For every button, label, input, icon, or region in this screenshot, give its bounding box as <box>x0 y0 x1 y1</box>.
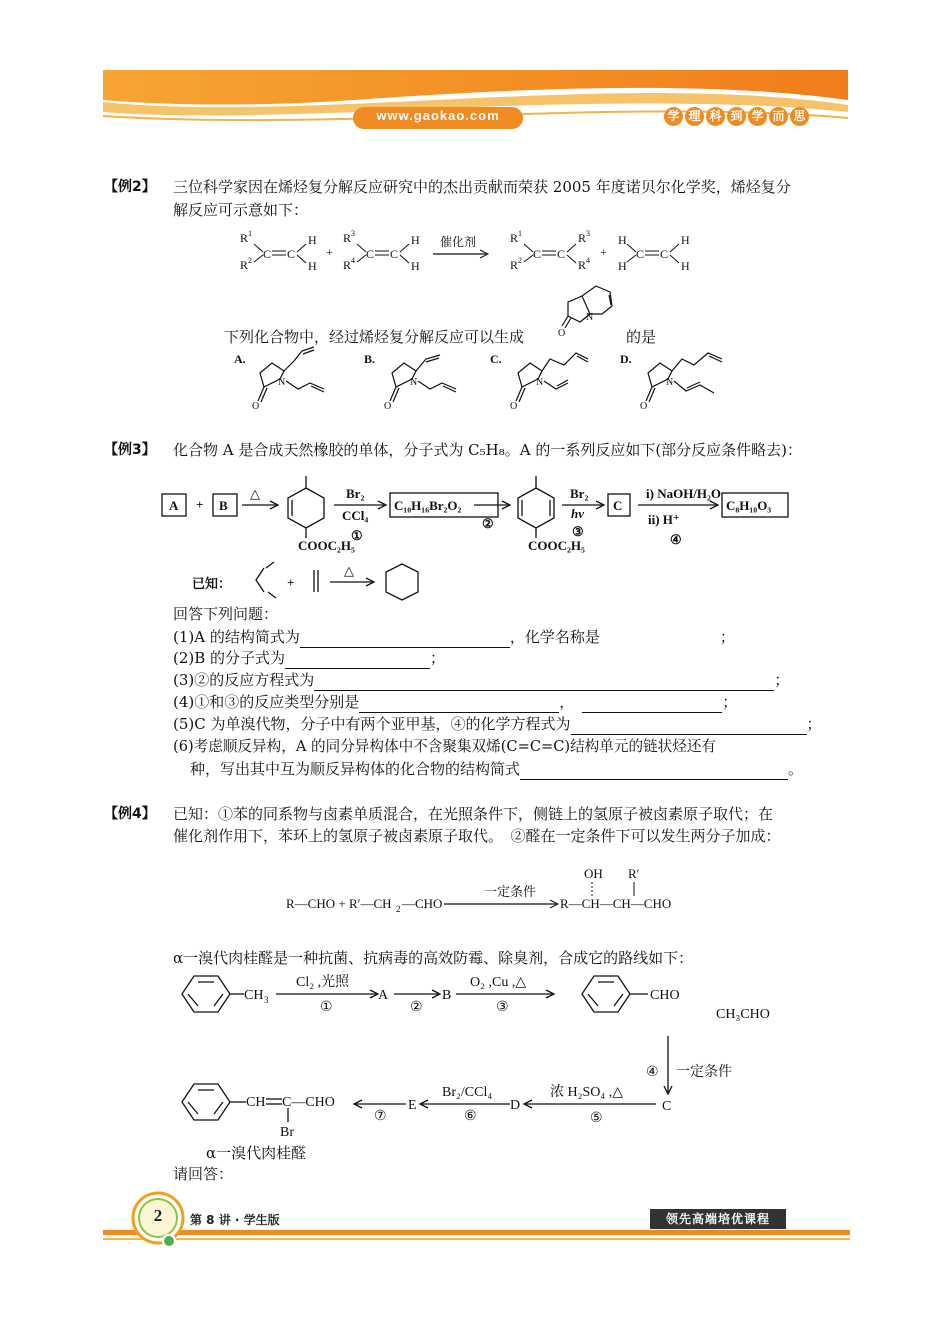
step-2: ② <box>410 1000 423 1015</box>
svg-text:R: R <box>578 258 587 272</box>
svg-text:R: R <box>510 231 519 245</box>
svg-text:H: H <box>308 233 317 247</box>
q1-prefix: (1)A 的结构简式为 <box>173 628 300 646</box>
conc-h2so4: 浓 H₂SO₄ ,△ <box>550 1085 624 1100</box>
letter-d: D <box>510 1098 521 1113</box>
slogan <box>664 107 809 126</box>
svg-text:C: C <box>263 247 272 261</box>
svg-text:C: C <box>557 247 566 261</box>
svg-text:R: R <box>343 258 352 272</box>
svg-text:C: C <box>366 247 375 261</box>
ester-group-2: COOC₂H₅ <box>528 538 585 553</box>
option-c-label: C. <box>490 352 502 366</box>
slogan-char: 学 <box>748 107 767 126</box>
aldol-condition: 一定条件 <box>484 884 537 899</box>
footer-banner: 领先高端培优课程 <box>650 1209 786 1229</box>
metathesis-scheme <box>228 224 708 282</box>
q1-mid: ，化学名称是 <box>509 628 600 646</box>
o2-cu: O₂ ,Cu ,△ <box>470 975 527 990</box>
reagent-br2: Br₂ <box>346 486 365 501</box>
svg-text:Br: Br <box>280 1125 294 1140</box>
svg-text:CH: CH <box>246 1095 266 1110</box>
svg-text:C—CHO: C—CHO <box>282 1095 335 1110</box>
q4-end: ； <box>722 693 738 711</box>
svg-text:3: 3 <box>586 229 590 238</box>
circle-4: ④ <box>670 532 682 547</box>
circle-1: ① <box>351 528 363 543</box>
svg-text:1: 1 <box>248 229 252 238</box>
svg-text:3: 3 <box>351 229 355 238</box>
svg-text:1: 1 <box>518 229 522 238</box>
option-a-label: A. <box>234 352 246 366</box>
hv-label: hν <box>571 506 584 521</box>
aldol-reaction <box>284 860 704 920</box>
q4 <box>173 692 737 713</box>
svg-text:N: N <box>278 377 286 388</box>
svg-text:H: H <box>681 233 690 247</box>
svg-text:C: C <box>660 247 669 261</box>
box-b-label: B <box>219 498 228 513</box>
q4-blank2[interactable] <box>582 697 722 713</box>
product-c10: C₁₀H₁₆Br₂O₂ <box>394 498 462 513</box>
ester-group-1: COOC₂H₅ <box>298 538 355 553</box>
ex3-reaction-scheme <box>158 472 798 606</box>
svg-text:R—CH—CH—CHO: R—CH—CH—CHO <box>560 896 672 911</box>
svg-text:R—CHO + R′—CH: R—CHO + R′—CH <box>286 896 392 911</box>
q2-prefix: (2)B 的分子式为 <box>173 649 286 667</box>
svg-text:+: + <box>287 575 295 590</box>
q2-end: ； <box>430 649 446 667</box>
svg-text:2: 2 <box>248 256 252 265</box>
svg-text:H: H <box>618 233 627 247</box>
header-banner <box>103 60 848 140</box>
svg-text:O: O <box>384 401 392 412</box>
delta-2: △ <box>344 563 354 578</box>
step-7: ⑦ <box>374 1109 387 1124</box>
svg-text:R: R <box>578 231 587 245</box>
ex3-tag: 【例3】 <box>104 442 156 458</box>
svg-text:C: C <box>533 247 542 261</box>
option-b-label: B. <box>364 352 376 366</box>
svg-text:O: O <box>640 401 648 412</box>
catalyst-label: 催化剂 <box>440 235 477 249</box>
svg-text:H: H <box>308 259 317 273</box>
box-a-label: A <box>169 498 179 513</box>
final-product: C₈H₁₀O₃ <box>726 498 772 513</box>
svg-text:N: N <box>666 377 674 388</box>
letter-e: E <box>408 1098 417 1113</box>
step4-reagent2: ii) H⁺ <box>648 512 680 527</box>
svg-text:H: H <box>618 259 627 273</box>
ex2-text-line1: 三位科学家因在烯烃复分解反应研究中的杰出贡献而荣获 2005 年度诺贝尔化学奖，烯烃复分 <box>173 178 791 196</box>
step-5: ⑤ <box>590 1111 603 1126</box>
q2-blank[interactable] <box>285 653 430 669</box>
q5 <box>173 714 822 735</box>
svg-text:+: + <box>196 497 204 512</box>
page-number: 2 <box>153 1206 163 1225</box>
q5-prefix: (5)C 为单溴代物，分子中有两个亚甲基，④的化学方程式为 <box>173 715 571 733</box>
q6-end: 。 <box>788 760 804 778</box>
svg-text:R: R <box>240 258 249 272</box>
slogan-char: 而 <box>769 107 788 126</box>
step-3: ③ <box>496 1000 509 1015</box>
q6-line1: (6)考虑顺反异构，A 的同分异构体中不含聚集双烯(C=C=C)结构单元的链状烃还有 <box>173 738 717 755</box>
svg-text:N: N <box>536 377 544 388</box>
svg-text:3: 3 <box>264 995 269 1005</box>
q1-end: ； <box>719 628 735 646</box>
svg-text:R′: R′ <box>628 866 640 881</box>
svg-text:4: 4 <box>586 256 590 265</box>
q5-end: ； <box>806 715 822 733</box>
q6-blank[interactable] <box>520 764 788 780</box>
cl2-light: Cl₂ ,光照 <box>296 975 350 990</box>
q3-end: ； <box>774 671 790 689</box>
svg-text:C: C <box>636 247 645 261</box>
ex4-tag: 【例4】 <box>104 806 156 822</box>
ch3cho: CH₃CHO <box>716 1007 770 1022</box>
known-label: 已知： <box>192 576 232 591</box>
box-c-label: C <box>613 498 623 513</box>
step-6: ⑥ <box>464 1109 477 1124</box>
ex2-tag: 【例2】 <box>104 179 156 195</box>
svg-text:H: H <box>411 233 420 247</box>
svg-text:O: O <box>558 328 566 339</box>
svg-text:R: R <box>510 258 519 272</box>
product-name: α一溴代肉桂醛 <box>206 1144 307 1162</box>
svg-text:N: N <box>410 377 418 388</box>
svg-text:C: C <box>287 247 296 261</box>
ex3-intro: 化合物 A 是合成天然橡胶的单体，分子式为 C₅H₈。A 的一系列反应如下(部分反应条件略去)： <box>173 441 803 459</box>
answer-prompt: 回答下列问题： <box>173 605 279 623</box>
q2 <box>173 648 445 669</box>
step4-reagent1: i) NaOH/H₂O <box>646 486 722 501</box>
svg-text:2: 2 <box>518 256 522 265</box>
svg-text:2: 2 <box>396 904 401 914</box>
q5-blank[interactable] <box>571 719 807 735</box>
svg-text:O: O <box>252 401 260 412</box>
letter-a: A <box>378 988 389 1003</box>
cond-4: 一定条件 <box>676 1065 732 1080</box>
svg-text:H: H <box>411 259 420 273</box>
svg-text:OH: OH <box>584 866 603 881</box>
reagent-br2-2: Br₂ <box>570 486 589 501</box>
delta-1: △ <box>250 486 260 501</box>
slogan-char: 科 <box>706 107 725 126</box>
ex2-options-structures <box>228 343 738 417</box>
lecture-label: 第 8 讲 · 学生版 <box>190 1213 280 1227</box>
please-answer: 请回答： <box>173 1165 234 1183</box>
q3-prefix: (3)②的反应方程式为 <box>173 671 315 689</box>
svg-text:N: N <box>586 312 594 323</box>
option-d-label: D. <box>620 352 632 366</box>
svg-text:C: C <box>390 247 399 261</box>
q6-line2 <box>190 759 803 780</box>
slogan-char: 思 <box>790 107 809 126</box>
q6-line2-prefix: 种，写出其中互为顺反异构体的化合物的结构简式 <box>190 760 521 778</box>
synthesis-route <box>170 966 780 1170</box>
ex2-question-prefix: 下列化合物中，经过烯烃复分解反应可以生成 <box>224 328 525 346</box>
letter-c: C <box>662 1099 672 1114</box>
ex2-text-line2: 解反应可示意如下： <box>173 201 309 219</box>
svg-text:CH: CH <box>244 988 264 1003</box>
q1-blank1[interactable] <box>300 632 510 648</box>
q3-blank[interactable] <box>314 675 774 691</box>
circle-3: ③ <box>572 524 584 539</box>
slogan-char: 到 <box>727 107 746 126</box>
ex4-intro2: α一溴代肉桂醛是一种抗菌、抗病毒的高效防霉、除臭剂，合成它的路线如下： <box>173 949 694 967</box>
svg-text:O: O <box>510 401 518 412</box>
slogan-char: 学 <box>664 107 683 126</box>
svg-text:+: + <box>600 245 607 259</box>
svg-text:R: R <box>240 231 249 245</box>
step-4: ④ <box>646 1065 659 1080</box>
svg-text:H: H <box>681 259 690 273</box>
svg-text:R: R <box>343 231 352 245</box>
ex2-question-suffix: 的是 <box>626 328 657 346</box>
slogan-char: 理 <box>685 107 704 126</box>
ex4-text-line1: 已知：①苯的同系物与卤素单质混合，在光照条件下，侧链上的氢原子被卤素原子取代；在 <box>173 805 774 823</box>
circle-2: ② <box>482 516 494 531</box>
svg-text:+: + <box>326 245 333 259</box>
site-url: www.gaokao.com <box>376 108 500 123</box>
letter-b: B <box>442 988 452 1003</box>
header-swoosh <box>103 60 848 140</box>
svg-text:CHO: CHO <box>650 988 680 1003</box>
step-1: ① <box>320 1000 333 1015</box>
target-bicyclic-structure <box>556 278 626 340</box>
br2-ccl4: Br₂/CCl₄ <box>442 1085 493 1100</box>
svg-text:4: 4 <box>351 256 355 265</box>
q4-mid: ， <box>559 693 575 711</box>
ex4-text-line2: 催化剂作用下，苯环上的氢原子被卤素原子取代。 ②醛在一定条件下可以发生两分子加成： <box>173 827 781 845</box>
svg-text:—CHO: —CHO <box>402 896 443 911</box>
q4-prefix: (4)①和③的反应类型分别是 <box>173 693 360 711</box>
q4-blank1[interactable] <box>359 697 559 713</box>
q1 <box>173 627 735 648</box>
q3 <box>173 670 789 691</box>
reagent-ccl4: CCl₄ <box>342 508 369 523</box>
